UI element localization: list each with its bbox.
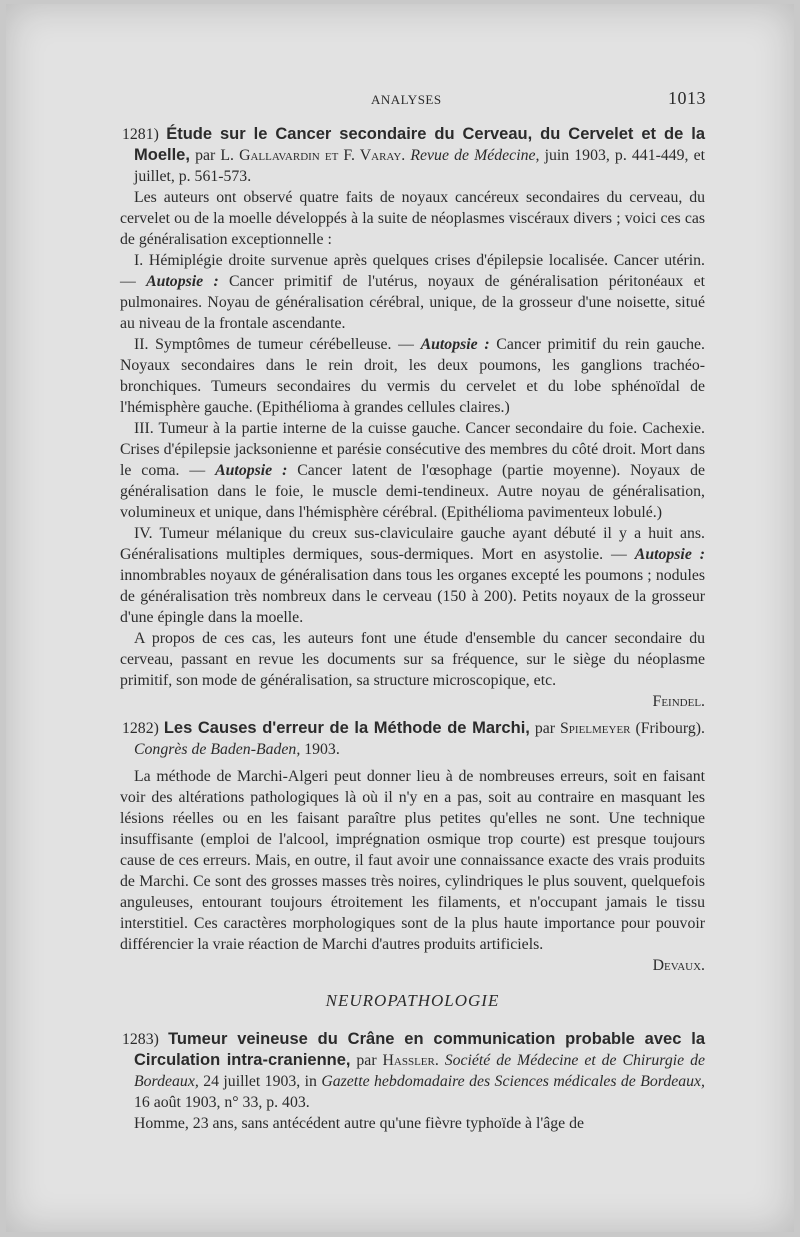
entry-authors: L. Gallavardin et F. Varay.	[220, 147, 406, 164]
case-3	[120, 418, 705, 523]
entry-1281-signature: Feindel.	[652, 693, 705, 710]
case-3-findings: Cancer latent de l'œsophage (partie moyenne). Noyaux de généralisation dans le foie, le muscle demi-tendineux. Autre noyau de généralisation, volumineux et unique, dans l'hémisphère cérébral. (Epithélioma pavimenteux lobulé.)	[120, 462, 706, 521]
entry-number: 1281)	[122, 126, 159, 143]
case-2	[120, 334, 705, 418]
autopsie-label: Autopsie :	[215, 462, 288, 479]
entry-affiliation: (Fribourg).	[635, 720, 705, 737]
entry-number: 1282)	[122, 720, 159, 737]
running-title: ANALYSES	[371, 92, 442, 107]
entry-1281-heading	[120, 124, 705, 187]
entry-title: Étude sur le Cancer secondaire du Cerveau, du Cervelet et de la Moelle,	[134, 125, 705, 164]
page-content	[120, 124, 705, 1134]
authors-prefix: par	[356, 1052, 377, 1069]
case-4	[120, 523, 705, 628]
entry-journal-2: Gazette hebdomadaire des Sciences médicales de Bordeaux,	[321, 1073, 706, 1090]
entry-date: 24 juillet 1903, in	[203, 1073, 317, 1090]
entry-journal: Revue de Médecine,	[410, 147, 540, 164]
entry-1281-conclusion: A propos de ces cas, les auteurs font une étude d'ensemble du cancer secondaire du cerveau, passant en revue les documents sur sa fréquence, sur le siège du néoplasme primitif, son mode de généralisation, sa structure microscopique, etc.	[120, 630, 705, 689]
authors-prefix: par	[195, 147, 216, 164]
case-2-findings: Cancer primitif du rein gauche. Noyaux secondaires dans le rein droit, les deux poumons, les ganglions trachéo-bronchiques. Tumeurs secondaires du vermis du cervelet et du lobe sphénoïdal de l'hémisphère gauche. (Epithélioma à grandes cellules claires.)	[120, 336, 706, 416]
case-3-text: III. Tumeur à la partie interne de la cuisse gauche. Cancer secondaire du foie. Cachexie. Crises d'épilepsie jacksonienne et parésie consécutive des membres du côté droit. Mort dans le coma. —	[120, 420, 705, 479]
case-4-findings: innombrables noyaux de généralisation dans tous les organes excepté les poumons ; nodules de généralisation très nombreux dans le cerveau (150 à 200). Petits noyaux de la grosseur d'une épingle dans la moelle.	[120, 567, 705, 626]
entry-journal: Congrès de Baden-Baden,	[134, 741, 301, 758]
entry-authors: Hassler.	[382, 1052, 439, 1069]
case-1-text: I. Hémiplégie droite survenue après quelques crises d'épilepsie localisée. Cancer utérin. —	[120, 252, 705, 290]
entry-1281-intro: Les auteurs ont observé quatre faits de noyaux cancéreux secondaires du cerveau, du cervelet ou de la moelle développés à la suite de néoplasmes viscéraux divers ; voici ces cas de généralisation exceptionnelle :	[120, 189, 705, 248]
case-1	[120, 250, 705, 334]
entry-date-2: 16 août 1903, n° 33, p. 403.	[134, 1094, 310, 1111]
case-1-findings: Cancer primitif de l'utérus, noyaux de généralisation péritonéaux et pulmonaires. Noyau de généralisation cérébral, unique, de la grosseur d'une noisette, situé au niveau de la frontale ascendante.	[120, 273, 705, 332]
entry-1282-heading	[120, 718, 705, 760]
page-number: 1013	[668, 88, 706, 108]
entry-citation: juin 1903, p. 441-449, et juillet, p. 561-573.	[134, 147, 706, 185]
entry-1282-signature: Devaux.	[652, 957, 705, 974]
autopsie-label: Autopsie :	[420, 336, 490, 353]
page	[6, 4, 794, 1232]
entry-1282-body: La méthode de Marchi-Algeri peut donner lieu à de nombreuses erreurs, soit en faisant voir des altérations pathologiques là où il n'y en a pas, soit au contraire en masquant les lésions réelles ou en les faisant paraître plus petites qu'elles ne sont. Une technique insuffisante (emploi de l'alcool, imprégnation osmique trop courte) est presque toujours cause de ces erreurs. Mais, en outre, il faut avoir une connaissance exacte des vrais produits de Marchi. Ce sont des grosses masses très noires, cylindriques le plus souvent, quelquefois anguleuses, entourant toujours étroitement les filaments, et n'occupant jamais le tissu interstitiel. Ces caractères morphologiques sont de la plus haute importance pour pouvoir différencier la vraie réaction de Marchi d'autres produits artificiels.	[120, 768, 705, 953]
entry-1283-heading	[120, 1029, 705, 1113]
case-2-text: II. Symptômes de tumeur cérébelleuse. —	[134, 336, 414, 353]
authors-prefix: par	[534, 720, 556, 737]
entry-title: Tumeur veineuse du Crâne en communication probable avec la Circulation intra-cranienne,	[134, 1030, 705, 1069]
entry-journal: Société de Médecine et de Chirurgie de Bordeaux,	[134, 1052, 705, 1090]
entry-number: 1283)	[122, 1031, 159, 1048]
autopsie-label: Autopsie :	[634, 546, 706, 563]
entry-title: Les Causes d'erreur de la Méthode de Marchi,	[163, 719, 530, 737]
entry-authors: Spielmeyer	[560, 720, 631, 737]
autopsie-label: Autopsie :	[146, 273, 219, 290]
entry-1283-body: Homme, 23 ans, sans antécédent autre qu'une fièvre typhoïde à l'âge de	[134, 1115, 585, 1132]
case-4-text: IV. Tumeur mélanique du creux sus-claviculaire gauche ayant débuté il y a huit ans. Généralisations multiples dermiques, sous-dermiques. Mort en asystolie. —	[120, 525, 705, 563]
entry-year: 1903.	[304, 741, 340, 758]
section-title: NEUROPATHOLOGIE	[325, 991, 500, 1010]
